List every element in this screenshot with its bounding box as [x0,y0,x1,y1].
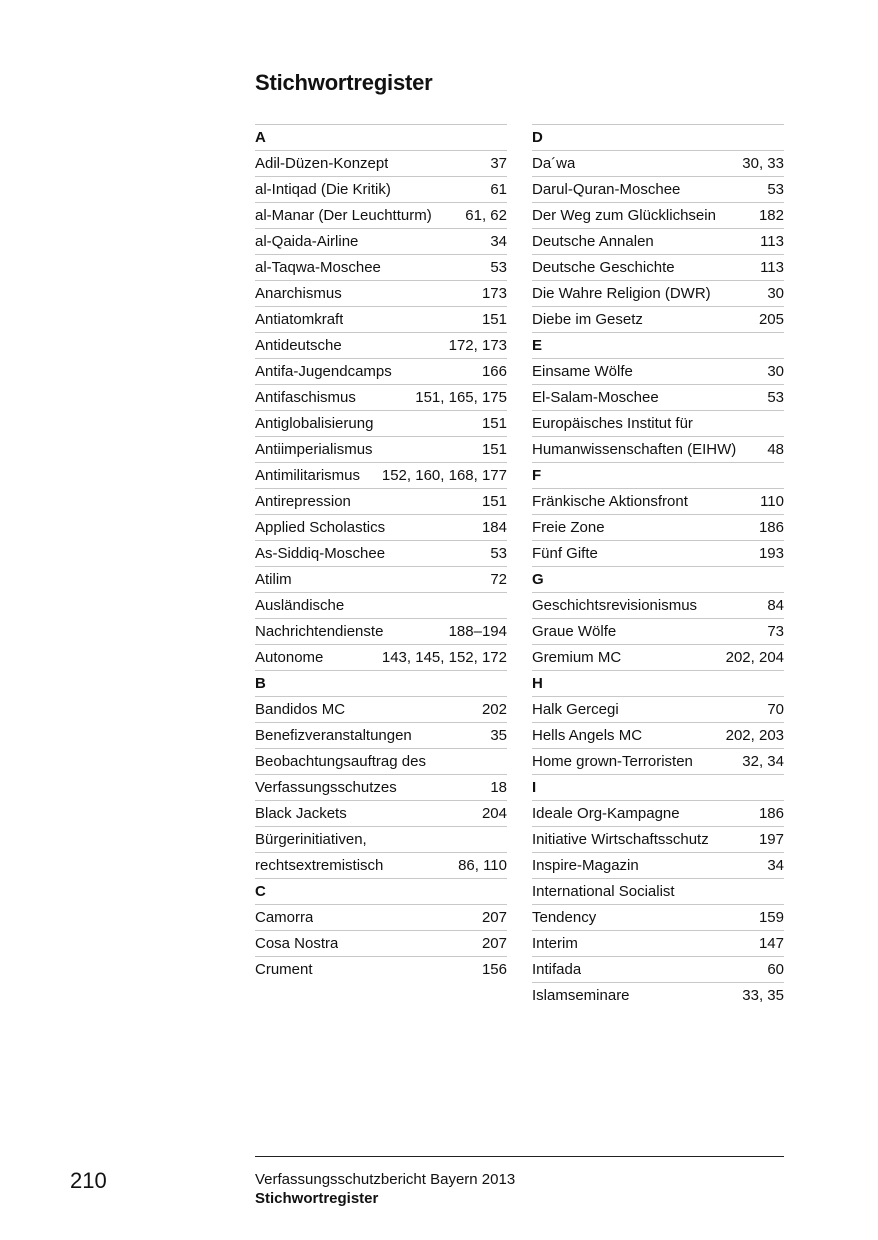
index-term: Gremium MC [532,649,622,666]
index-term: Antimilitarismus [255,467,361,484]
index-letter-heading [255,124,507,150]
index-page-refs: 113 [760,233,784,250]
index-entry [255,800,507,826]
index-page-refs: 30 [767,285,784,302]
index-term: Tendency [532,909,597,926]
index-entry [255,696,507,722]
index-term: rechtsextremistisch [255,857,384,874]
index-entry [255,956,507,982]
index-term: Einsame Wölfe [532,363,633,380]
index-page-refs: 197 [758,831,784,848]
index-letter-heading [532,124,784,150]
index-page-refs: 53 [767,181,784,198]
index-entry [255,410,507,436]
index-page-refs: 34 [767,857,784,874]
index-page-refs [778,411,784,436]
index-page-refs: 202, 204 [725,649,784,666]
index-term: Intifada [532,961,582,978]
index-entry [255,774,507,800]
index-page-refs: 151 [481,493,507,510]
index-term: Europäisches Institut für [532,415,693,432]
letter-label: F [532,467,542,484]
index-page-refs: 173 [481,285,507,302]
index-term: Halk Gercegi [532,701,619,718]
index-entry [255,280,507,306]
index-page-refs: 166 [481,363,507,380]
index-page-refs [778,879,784,904]
index-letter-heading [532,332,784,358]
index-entry [532,930,784,956]
letter-label: G [532,571,544,588]
index-page-refs: 193 [758,545,784,562]
index-term: Islamseminare [532,987,630,1004]
index-page-refs: 156 [481,961,507,978]
index-page-refs: 186 [758,805,784,822]
index-term: Darul-Quran-Moschee [532,181,681,198]
index-page-refs: 60 [767,961,784,978]
index-column-left [255,124,507,982]
index-entry [255,488,507,514]
index-term: Black Jackets [255,805,347,822]
index-entry [532,904,784,930]
index-entry [532,436,784,462]
index-entry [532,176,784,202]
page-number: 210 [70,1168,107,1193]
index-entry [255,592,507,618]
index-page-refs: 30 [767,363,784,380]
index-entry [255,436,507,462]
index-page-refs: 110 [760,493,784,510]
index-page-refs: 113 [760,259,784,276]
index-page-refs: 202, 203 [725,727,784,744]
index-page-refs: 188–194 [448,623,507,640]
footer-publication: Verfassungsschutzbericht Bayern 2013 [255,1171,516,1188]
index-term: Antiglobalisierung [255,415,374,432]
letter-label: C [255,883,266,900]
index-page-refs: 151 [481,441,507,458]
index-term: Atilim [255,571,292,588]
letter-label: B [255,675,266,692]
index-page-refs: 72 [490,571,507,588]
index-entry [532,982,784,1008]
index-entry [532,644,784,670]
index-entry [532,280,784,306]
index-page-refs [501,827,507,852]
index-entry [255,644,507,670]
index-term: Bürgerinitiativen, [255,831,367,848]
index-term: Applied Scholastics [255,519,386,536]
index-page-refs: 151 [481,311,507,328]
index-page-refs: 207 [481,935,507,952]
index-term: Diebe im Gesetz [532,311,643,328]
index-term: Antifaschismus [255,389,356,406]
index-entry [532,852,784,878]
index-page-refs: 32, 34 [742,753,784,770]
index-term: Deutsche Annalen [532,233,654,250]
index-entry [532,306,784,332]
index-term: Ideale Org-Kampagne [532,805,680,822]
index-term: As-Siddiq-Moschee [255,545,386,562]
index-page-refs: 207 [481,909,507,926]
index-entry [532,696,784,722]
index-entry [532,722,784,748]
index-page-refs: 204 [481,805,507,822]
index-entry [255,306,507,332]
index-term: Geschichtsrevisionismus [532,597,698,614]
index-entry [255,748,507,774]
index-term: Inspire-Magazin [532,857,639,874]
index-term: Antirepression [255,493,351,510]
footer-divider [255,1156,784,1157]
index-entry [255,566,507,592]
index-page-refs: 86, 110 [458,857,507,874]
index-entry [532,358,784,384]
letter-label: A [255,129,266,146]
index-entry [532,748,784,774]
footer-section: Stichwortregister [255,1190,379,1207]
index-term: al-Taqwa-Moschee [255,259,381,276]
index-entry [255,930,507,956]
index-entry [255,904,507,930]
index-entry [255,462,507,488]
index-page-refs: 151, 165, 175 [415,389,507,406]
index-page-refs: 73 [767,623,784,640]
index-page-refs: 61 [490,181,507,198]
index-page-refs: 34 [490,233,507,250]
index-term: Benefizveranstaltungen [255,727,412,744]
index-entry [532,618,784,644]
index-entry [532,540,784,566]
index-term: al-Intiqad (Die Kritik) [255,181,391,198]
index-entry [255,150,507,176]
index-letter-heading [532,670,784,696]
index-entry [255,358,507,384]
letter-label: I [532,779,537,796]
index-term: Humanwissenschaften (EIHW) [532,441,737,458]
index-page-refs: 48 [767,441,784,458]
index-term: Deutsche Geschichte [532,259,675,276]
index-entry [255,722,507,748]
index-entry [255,514,507,540]
index-term: al-Qaida-Airline [255,233,359,250]
index-term: Fränkische Aktionsfront [532,493,688,510]
index-term: Freie Zone [532,519,605,536]
index-page-refs: 53 [767,389,784,406]
index-page-refs: 143, 145, 152, 172 [381,649,507,666]
index-letter-heading [532,566,784,592]
index-entry [255,202,507,228]
index-entry [532,878,784,904]
index-entry [532,800,784,826]
index-page-refs: 202 [481,701,507,718]
index-term: al-Manar (Der Leuchtturm) [255,207,432,224]
index-entry [255,176,507,202]
index-page-refs: 61, 62 [465,207,507,224]
index-term: Crument [255,961,313,978]
index-page-refs: 35 [490,727,507,744]
index-term: Cosa Nostra [255,935,339,952]
index-entry [532,410,784,436]
index-entry [255,384,507,410]
index-term: Autonome [255,649,324,666]
index-page-refs: 70 [767,701,784,718]
index-entry [532,228,784,254]
index-page-refs: 151 [481,415,507,432]
index-term: Bandidos MC [255,701,346,718]
letter-label: E [532,337,543,354]
letter-label: D [532,129,543,146]
index-term: Interim [532,935,578,952]
index-entry [255,852,507,878]
index-page-refs: 186 [758,519,784,536]
index-term: Anarchismus [255,285,342,302]
index-term: Beobachtungsauftrag des [255,753,426,770]
page-title: Stichwortregister [255,70,433,95]
index-entry [532,202,784,228]
index-page-refs: 53 [490,545,507,562]
index-term: Fünf Gifte [532,545,598,562]
index-page-refs: 152, 160, 168, 177 [381,467,507,484]
index-letter-heading [532,774,784,800]
index-page-refs: 33, 35 [742,987,784,1004]
index-term: Graue Wölfe [532,623,617,640]
index-entry [532,956,784,982]
index-term: Da´wa [532,155,576,172]
index-term: Antiatomkraft [255,311,344,328]
index-letter-heading [532,462,784,488]
index-page-refs: 205 [758,311,784,328]
index-term: Antideutsche [255,337,342,354]
index-term: Die Wahre Religion (DWR) [532,285,711,302]
index-entry [532,488,784,514]
index-term: Home grown-Terroristen [532,753,693,770]
index-entry [532,384,784,410]
index-term: Antifa-Jugendcamps [255,363,392,380]
index-entry [532,150,784,176]
index-letter-heading [255,878,507,904]
index-entry [532,592,784,618]
index-term: Der Weg zum Glücklichsein [532,207,716,224]
index-entry [255,826,507,852]
index-page-refs: 37 [490,155,507,172]
index-page-refs: 159 [758,909,784,926]
index-term: Verfassungsschutzes [255,779,397,796]
index-term: Adil-Düzen-Konzept [255,155,389,172]
index-letter-heading [255,670,507,696]
index-page-refs: 184 [481,519,507,536]
index-column-right [532,124,784,1008]
index-entry [532,514,784,540]
index-entry [255,618,507,644]
index-entry [532,826,784,852]
index-page-refs: 172, 173 [448,337,507,354]
index-term: Antiimperialismus [255,441,373,458]
letter-label: H [532,675,543,692]
index-term: Initiative Wirtschaftsschutz [532,831,709,848]
index-term: Hells Angels MC [532,727,643,744]
index-page-refs: 30, 33 [742,155,784,172]
index-term: Nachrichtendienste [255,623,384,640]
index-term: International Socialist [532,883,675,900]
index-page-refs: 84 [767,597,784,614]
index-page-refs: 182 [758,207,784,224]
index-page-refs [501,593,507,618]
index-term: Camorra [255,909,314,926]
index-entry [255,228,507,254]
index-entry [255,540,507,566]
index-entry [255,332,507,358]
index-page-refs: 53 [490,259,507,276]
index-term: Ausländische [255,597,345,614]
index-entry [532,254,784,280]
index-entry [255,254,507,280]
index-term: El-Salam-Moschee [532,389,659,406]
index-page-refs: 18 [490,779,507,796]
index-page-refs [501,749,507,774]
index-page-refs: 147 [758,935,784,952]
